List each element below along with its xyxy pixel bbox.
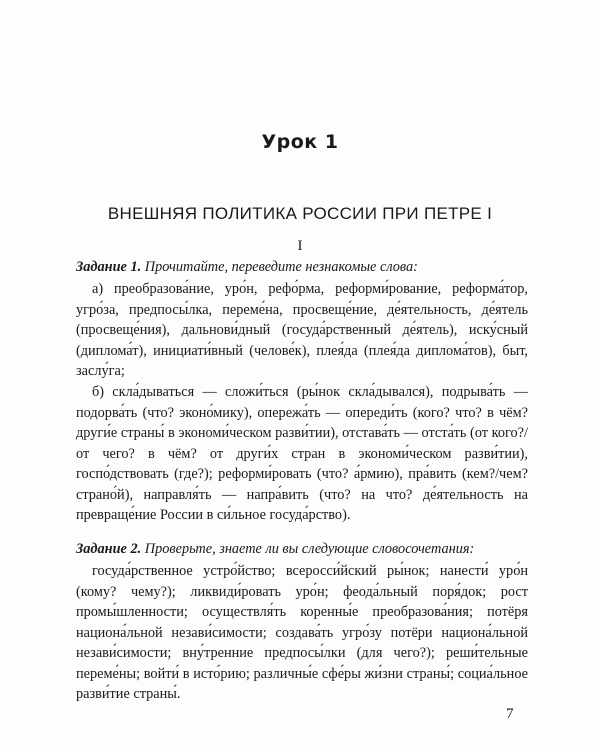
- task1-instruction: Прочитайте, переведите незнакомые слова:: [144, 259, 418, 275]
- chapter-title: ВНЕШНЯЯ ПОЛИТИКА РОССИИ ПРИ ПЕТРЕ I: [107, 204, 493, 223]
- task1-paragraph-a: а) преобразова́ние, уро́н, рефо́рма, реформи́рование, реформа́тор, угро́за, предпосы́лка, переме́на, просвеще́ние, де́ятельность, де́ятель (просвеще́ния), дальнови́дный (госуда́рственный де́ятель), иску́сный (диплома́т), инициати́вный (челове́к), плея́да (плея́да диплома́тов), быт, заслу́га;: [76, 281, 528, 379]
- page-number: 7: [506, 706, 514, 722]
- task2-instruction: Проверьте, знаете ли вы следующие словосочетания:: [144, 541, 475, 557]
- lesson-title: Урок 1: [261, 131, 339, 153]
- task2-heading: [76, 539, 536, 559]
- task2-label: Задание 2.: [76, 541, 142, 557]
- task2-paragraph: госуда́рственное устро́йство; всеросси́йский ры́нок; нанести́ уро́н (кому? чему?); ликвиди́ровать уро́н; феода́льный поря́док; рост промы́шленности; осуществля́ть коренны́е преобразова́ния; потёря национа́льной незави́симости; создава́ть угро́зу потёри национа́льной незави́симости; вну́тренние предпосы́лки (для чего?); реши́тельные переме́ны; войти́ в исто́рию; различны́е сфе́ры жи́зни страны́; социа́льное разви́тие страны́.: [76, 563, 528, 702]
- section-number: I: [297, 238, 303, 254]
- task1-label: Задание 1.: [76, 259, 142, 275]
- task1-heading: [76, 257, 536, 277]
- task1-paragraph-b: б) скла́дываться — сложи́ться (ры́нок скла́дывался), подрыва́ть — подорва́ть (что? эконо́мику), опережа́ть — опереди́ть (кого? что? в чём? други́е страны́ в экономи́ческом разви́тии), отстава́ть — отста́ть (от кого?/от чего? в чём? от други́х стран в экономи́ческом разви́тии), госпо́дствовать (где?); реформи́ровать (что? а́рмию), пра́вить (кем?/чем? страно́й), направля́ть — напра́вить (что? на что? де́ятельность на превраще́ние России в си́льное госуда́рство).: [76, 384, 528, 523]
